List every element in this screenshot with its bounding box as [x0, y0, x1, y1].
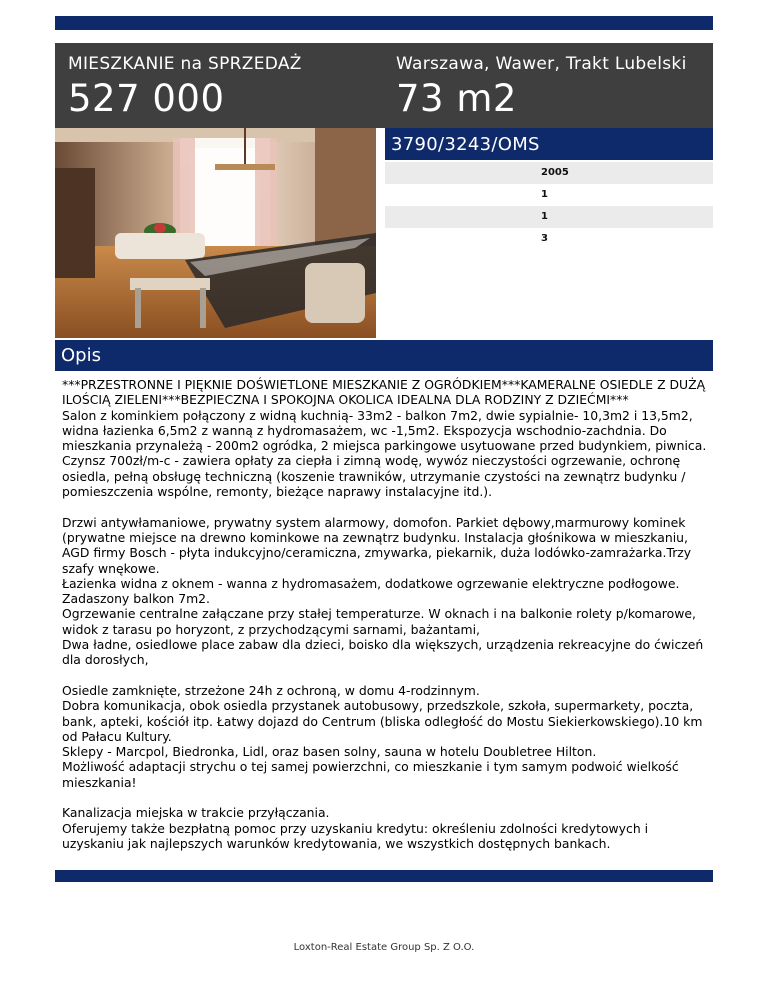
apartment-photo [55, 128, 376, 338]
description-paragraph-1: ***PRZESTRONNE I PIĘKNIE DOŚWIETLONE MIESZKANIE Z OGRÓDKIEM***KAMERALNE OSIEDLE Z DUŻĄ ILOŚCIĄ ZIELENI***BEZPIECZNA I SPOKOJNA OKOLICA IDEALNA DLA RODZINY Z DZIEĆMI*** Salon z kominkiem połączony z widną kuchnią- 33m2 - balkon 7m2, dwie sypialnie- 10,3m2 i 13,5m2, widna łazienka 6,5m2 z wanną z hydromasażem, wc -1,5m2. Ekspozycja wschodnio-zachdnia. Do mieszkania przynależą - 200m2 ogródka, 2 miejsca parkingowe usytuowane przed budynkiem, piwnica. Czynsz 700zł/m-c - zawiera opłaty za ciepła i zimną wodę, wywóz nieczystości ogrzewanie, ochronę osiedla, pełną obsługę techniczną (koszenie trawników, utrzymanie czystości na zewnątrz budynku / pomieszczenia wspólne, remonty, bieżące naprawy instalacyjne itd.). [62, 377, 707, 500]
description-paragraph-3: Osiedle zamknięte, strzeżone 24h z ochroną, w domu 4-rodzinnym. Dobra komunikacja, obok osiedla przystanek autobusowy, przedszkole, szkoła, supermarkety, poczta, bank, apteki, kościół itp. Łatwy dojazd do Centrum (bliska odległość do Mostu Siekierkowskiego).10 km od Pałacu Kultury. Sklepy - Marcpol, Biedronka, Lidl, oraz basen solny, sauna w hotelu Doubletree Hilton. Możliwość adaptacji strychu o tej samej powierzchni, co mieszkanie i tym samym podwoić wielkość mieszkania! [62, 682, 703, 790]
description-paragraph-4: Kanalizacja miejska w trakcie przyłączania. Oferujemy także bezpłatną pomoc przy uzyskaniu kredytu: określeniu zdolności kredytowych i uzyskaniu jak najlepszych warunków kredytowania, we wszystkich dostępnych bankach. [62, 805, 649, 851]
footer-company: Loxton-Real Estate Group Sp. Z O.O. [293, 942, 475, 953]
param-row-4: 3 [541, 233, 548, 244]
listing-header [55, 43, 713, 128]
param-row-2: 1 [541, 189, 548, 200]
area: 73 m2 [396, 77, 517, 120]
header-right [396, 53, 687, 121]
section-title-description: Opis [55, 340, 713, 371]
bottom-accent-bar [55, 870, 713, 882]
description-paragraph-2: Drzwi antywłamaniowe, prywatny system alarmowy, domofon. Parkiet dębowy,marmurowy kominek (prywatne miejsce na drewno kominkowe na zewnątrz budynku. Instalacja głośnikowa w mieszkaniu, AGD firmy Bosch - płyta indukcyjno/ceramiczna, zmywarka, piekarnik, duża lodówko-zamrażarka.Trzy szafy wnękowe. Łazienka widna z oknem - wanna z hydromasażem, dodatkowe ogrzewanie elektryczne podłogowe. Zadaszony balkon 7m2. Ogrzewanie centralne załączane przy stałej temperaturze. W oknach i na balkonie rolety p/komarowe, widok z tarasu po horyzont, z przychodzącymi sarnami, bażantami, Dwa ładne, osiedlowe place zabaw dla dzieci, boisko dla większych, urządzenia rekreacyjne do ćwiczeń dla dorosłych, [62, 514, 704, 668]
reference-number: 3790/3243/OMS [385, 128, 713, 160]
description-body [62, 377, 712, 867]
location: Warszawa, Wawer, Trakt Lubelski [396, 54, 687, 74]
param-row-1: 2005 [385, 162, 713, 184]
header-left [68, 53, 302, 121]
top-accent-bar [55, 16, 713, 30]
offer-type: MIESZKANIE na SPRZEDAŻ [68, 54, 302, 74]
param-row-3: 1 [385, 206, 713, 228]
price: 527 000 [68, 77, 225, 120]
